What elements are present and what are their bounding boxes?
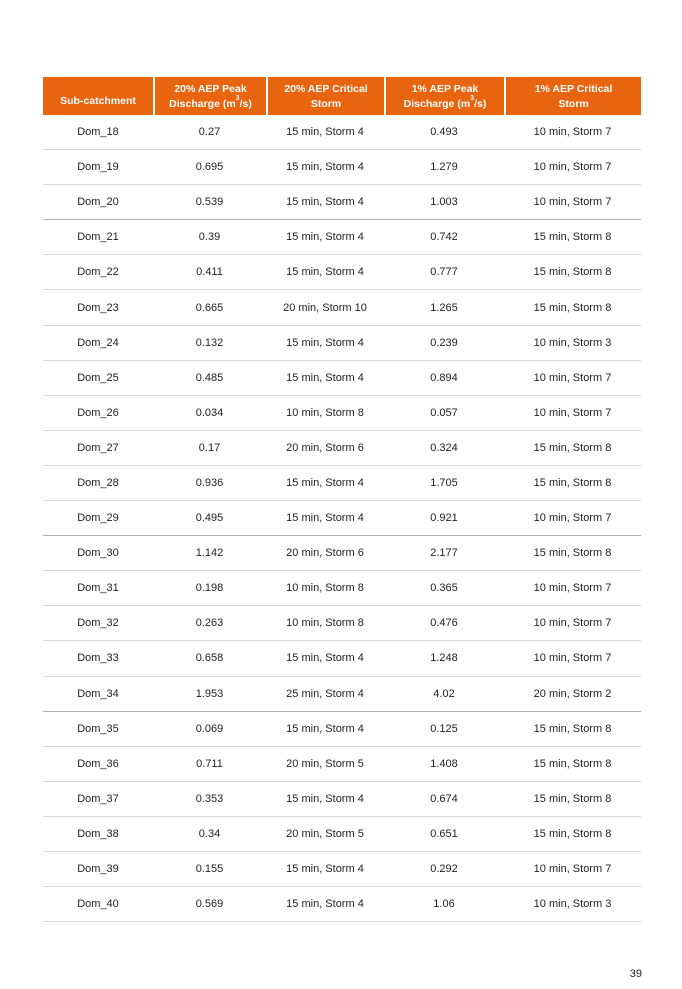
cell-aep1-critical-storm: 10 min, Storm 7 [504,115,641,150]
cell-aep1-critical-storm: 10 min, Storm 7 [504,852,641,887]
cell-aep1-peak-discharge: 0.239 [384,326,504,361]
cell-aep20-critical-storm: 15 min, Storm 4 [266,115,384,150]
table-row [43,747,641,782]
cell-aep20-critical-storm: 15 min, Storm 4 [266,501,384,536]
cell-aep20-critical-storm: 15 min, Storm 4 [266,712,384,747]
cell-aep20-critical-storm: 15 min, Storm 4 [266,641,384,676]
header-line1: 20% AEP Critical [284,83,368,95]
cell-aep1-peak-discharge: 0.674 [384,782,504,817]
discharge-table [43,77,641,922]
cell-aep20-critical-storm: 20 min, Storm 5 [266,817,384,852]
cell-sub-catchment: Dom_30 [43,536,153,571]
cell-aep20-peak-discharge: 0.539 [153,185,266,220]
cell-sub-catchment: Dom_29 [43,501,153,536]
cell-aep1-peak-discharge: 1.06 [384,887,504,922]
table-row [43,185,641,220]
column-header-aep1-peak-discharge [384,77,504,115]
cell-aep1-peak-discharge: 0.292 [384,852,504,887]
table-row [43,887,641,922]
cell-aep1-critical-storm: 10 min, Storm 7 [504,396,641,431]
cell-sub-catchment: Dom_21 [43,220,153,255]
cell-aep20-peak-discharge: 0.658 [153,641,266,676]
cell-aep1-peak-discharge: 1.279 [384,150,504,185]
column-header-sub-catchment [43,77,153,115]
column-header-aep1-critical-storm [504,77,641,115]
header-unit-tail: /s) [474,98,487,110]
cell-aep20-peak-discharge: 0.353 [153,782,266,817]
cell-aep20-peak-discharge: 1.142 [153,536,266,571]
header-row [43,77,641,115]
cell-sub-catchment: Dom_28 [43,466,153,501]
cell-aep20-peak-discharge: 0.411 [153,255,266,290]
cell-aep20-peak-discharge: 0.665 [153,290,266,325]
header-line2: Discharge (m [403,98,471,110]
table-row [43,115,641,150]
cell-aep20-peak-discharge: 0.034 [153,396,266,431]
cell-aep1-peak-discharge: 0.476 [384,606,504,641]
cell-sub-catchment: Dom_38 [43,817,153,852]
cell-sub-catchment: Dom_23 [43,290,153,325]
cell-aep20-critical-storm: 15 min, Storm 4 [266,361,384,396]
header-line2: Storm [558,98,589,110]
table-row [43,431,641,466]
cell-sub-catchment: Dom_36 [43,747,153,782]
cell-aep1-peak-discharge: 0.777 [384,255,504,290]
table-row [43,571,641,606]
table-row [43,255,641,290]
table-row [43,220,641,255]
cell-sub-catchment: Dom_35 [43,712,153,747]
header-superscript: 3 [235,94,240,102]
cell-aep1-critical-storm: 10 min, Storm 3 [504,887,641,922]
cell-sub-catchment: Dom_37 [43,782,153,817]
table-row [43,817,641,852]
cell-aep20-critical-storm: 15 min, Storm 4 [266,185,384,220]
cell-aep1-peak-discharge: 1.408 [384,747,504,782]
page-number: 39 [629,968,642,980]
cell-aep1-peak-discharge: 0.365 [384,571,504,606]
cell-aep20-peak-discharge: 0.569 [153,887,266,922]
cell-aep1-peak-discharge: 1.705 [384,466,504,501]
cell-aep20-peak-discharge: 1.953 [153,677,266,712]
cell-aep20-peak-discharge: 0.34 [153,817,266,852]
cell-aep1-critical-storm: 10 min, Storm 7 [504,185,641,220]
cell-aep1-critical-storm: 15 min, Storm 8 [504,431,641,466]
cell-aep20-peak-discharge: 0.198 [153,571,266,606]
cell-sub-catchment: Dom_34 [43,677,153,712]
cell-aep1-critical-storm: 15 min, Storm 8 [504,536,641,571]
cell-aep1-critical-storm: 20 min, Storm 2 [504,677,641,712]
header-unit-tail: /s) [239,98,252,110]
cell-aep1-critical-storm: 10 min, Storm 7 [504,606,641,641]
cell-aep20-critical-storm: 15 min, Storm 4 [266,150,384,185]
cell-aep20-peak-discharge: 0.155 [153,852,266,887]
cell-aep20-critical-storm: 20 min, Storm 6 [266,431,384,466]
cell-aep1-critical-storm: 10 min, Storm 3 [504,326,641,361]
table-row [43,606,641,641]
table-row [43,712,641,747]
cell-sub-catchment: Dom_20 [43,185,153,220]
cell-aep20-critical-storm: 15 min, Storm 4 [266,782,384,817]
cell-aep20-peak-discharge: 0.711 [153,747,266,782]
table-row [43,150,641,185]
cell-aep1-critical-storm: 10 min, Storm 7 [504,150,641,185]
cell-aep1-critical-storm: 15 min, Storm 8 [504,782,641,817]
cell-aep1-critical-storm: 10 min, Storm 7 [504,641,641,676]
header-line1: 1% AEP Peak [411,83,479,95]
cell-aep20-critical-storm: 15 min, Storm 4 [266,852,384,887]
cell-aep20-critical-storm: 20 min, Storm 5 [266,747,384,782]
cell-aep1-critical-storm: 10 min, Storm 7 [504,571,641,606]
cell-aep20-critical-storm: 15 min, Storm 4 [266,466,384,501]
cell-sub-catchment: Dom_39 [43,852,153,887]
cell-sub-catchment: Dom_22 [43,255,153,290]
table-header [43,77,641,115]
cell-aep1-peak-discharge: 1.003 [384,185,504,220]
column-header-aep20-critical-storm [266,77,384,115]
cell-aep20-peak-discharge: 0.695 [153,150,266,185]
cell-aep1-peak-discharge: 0.125 [384,712,504,747]
cell-aep1-critical-storm: 15 min, Storm 8 [504,220,641,255]
cell-aep1-peak-discharge: 0.493 [384,115,504,150]
cell-sub-catchment: Dom_19 [43,150,153,185]
table-body [43,115,641,922]
table-row [43,501,641,536]
cell-aep20-peak-discharge: 0.132 [153,326,266,361]
cell-aep1-critical-storm: 10 min, Storm 7 [504,361,641,396]
cell-aep20-critical-storm: 25 min, Storm 4 [266,677,384,712]
cell-aep1-peak-discharge: 0.651 [384,817,504,852]
header-line1: Sub-catchment [60,94,136,107]
cell-aep1-critical-storm: 15 min, Storm 8 [504,466,641,501]
table-row [43,396,641,431]
cell-sub-catchment: Dom_31 [43,571,153,606]
cell-aep20-critical-storm: 15 min, Storm 4 [266,255,384,290]
table-row [43,466,641,501]
table-row [43,326,641,361]
cell-aep20-critical-storm: 10 min, Storm 8 [266,571,384,606]
table-row [43,361,641,396]
cell-aep20-peak-discharge: 0.39 [153,220,266,255]
cell-aep1-critical-storm: 15 min, Storm 8 [504,817,641,852]
table-row [43,290,641,325]
header-line2: Discharge (m [169,98,236,110]
cell-sub-catchment: Dom_33 [43,641,153,676]
cell-aep20-critical-storm: 20 min, Storm 10 [266,290,384,325]
cell-sub-catchment: Dom_18 [43,115,153,150]
cell-aep20-critical-storm: 15 min, Storm 4 [266,887,384,922]
table-row [43,536,641,571]
cell-aep1-critical-storm: 10 min, Storm 7 [504,501,641,536]
cell-sub-catchment: Dom_32 [43,606,153,641]
cell-aep1-peak-discharge: 4.02 [384,677,504,712]
table-row [43,641,641,676]
cell-aep1-critical-storm: 15 min, Storm 8 [504,747,641,782]
cell-sub-catchment: Dom_25 [43,361,153,396]
cell-aep1-critical-storm: 15 min, Storm 8 [504,255,641,290]
cell-aep1-peak-discharge: 0.324 [384,431,504,466]
cell-aep20-peak-discharge: 0.263 [153,606,266,641]
cell-aep1-peak-discharge: 0.894 [384,361,504,396]
table-row [43,782,641,817]
cell-aep20-peak-discharge: 0.936 [153,466,266,501]
cell-aep20-critical-storm: 15 min, Storm 4 [266,220,384,255]
table-row [43,852,641,887]
cell-aep20-critical-storm: 15 min, Storm 4 [266,326,384,361]
cell-aep1-peak-discharge: 1.265 [384,290,504,325]
cell-aep20-peak-discharge: 0.27 [153,115,266,150]
cell-aep20-peak-discharge: 0.485 [153,361,266,396]
cell-aep20-peak-discharge: 0.495 [153,501,266,536]
cell-aep20-peak-discharge: 0.069 [153,712,266,747]
header-line1: 1% AEP Critical [534,83,613,95]
header-line2: Storm [310,98,342,110]
cell-sub-catchment: Dom_27 [43,431,153,466]
cell-aep1-peak-discharge: 0.057 [384,396,504,431]
cell-aep1-peak-discharge: 1.248 [384,641,504,676]
cell-aep1-critical-storm: 15 min, Storm 8 [504,290,641,325]
header-superscript: 3 [470,94,475,102]
cell-aep20-critical-storm: 20 min, Storm 6 [266,536,384,571]
cell-aep20-peak-discharge: 0.17 [153,431,266,466]
header-line1: 20% AEP Peak [174,83,247,95]
cell-aep20-critical-storm: 10 min, Storm 8 [266,396,384,431]
cell-aep1-peak-discharge: 2.177 [384,536,504,571]
cell-aep20-critical-storm: 10 min, Storm 8 [266,606,384,641]
cell-aep1-critical-storm: 15 min, Storm 8 [504,712,641,747]
cell-sub-catchment: Dom_24 [43,326,153,361]
cell-sub-catchment: Dom_26 [43,396,153,431]
column-header-aep20-peak-discharge [153,77,266,115]
table-row [43,677,641,712]
cell-aep1-peak-discharge: 0.921 [384,501,504,536]
cell-aep1-peak-discharge: 0.742 [384,220,504,255]
cell-sub-catchment: Dom_40 [43,887,153,922]
